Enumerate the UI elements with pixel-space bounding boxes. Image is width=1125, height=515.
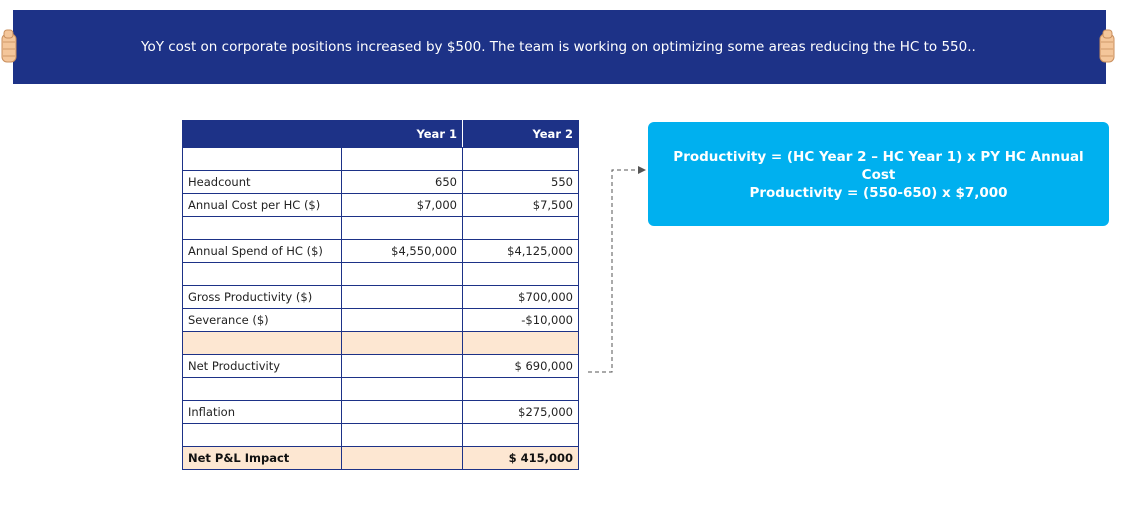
row-year2: $7,500	[463, 194, 579, 217]
header-cell-year1: Year 1	[342, 121, 463, 148]
table-row	[183, 424, 579, 447]
row-label	[183, 332, 342, 355]
row-year2: $ 690,000	[463, 355, 579, 378]
table-row	[183, 194, 579, 217]
table-row	[183, 263, 579, 286]
header-cell-label	[183, 121, 342, 148]
pnl-table	[182, 120, 579, 470]
row-year1	[342, 447, 463, 470]
right-hand-icon	[1098, 22, 1116, 72]
row-year2: $275,000	[463, 401, 579, 424]
formula-line-2: Productivity = (550-650) x $7,000	[749, 185, 1008, 201]
row-year1	[342, 309, 463, 332]
row-year2: $4,125,000	[463, 240, 579, 263]
row-label: Annual Cost per HC ($)	[183, 194, 342, 217]
row-year1: 650	[342, 171, 463, 194]
row-label: Gross Productivity ($)	[183, 286, 342, 309]
row-year1	[342, 148, 463, 171]
row-year1	[342, 286, 463, 309]
row-year2	[463, 148, 579, 171]
table-row	[183, 171, 579, 194]
formula-callout	[648, 122, 1109, 226]
table-row	[183, 309, 579, 332]
table-header-row	[183, 121, 579, 148]
row-year2: 550	[463, 171, 579, 194]
header-cell-year2: Year 2	[463, 121, 579, 148]
row-year1	[342, 378, 463, 401]
row-label	[183, 263, 342, 286]
table-row	[183, 240, 579, 263]
row-label	[183, 148, 342, 171]
row-label: Annual Spend of HC ($)	[183, 240, 342, 263]
left-hand-icon	[0, 22, 18, 72]
table-row	[183, 401, 579, 424]
row-year1	[342, 332, 463, 355]
table-row	[183, 286, 579, 309]
row-label: Net Productivity	[183, 355, 342, 378]
formula-line-1: Productivity = (HC Year 2 – HC Year 1) x PY HC Annual Cost	[673, 149, 1084, 183]
connector-arrow-icon	[580, 160, 650, 380]
row-year2	[463, 263, 579, 286]
row-year1	[342, 355, 463, 378]
table-row-total	[183, 447, 579, 470]
row-year2: $ 415,000	[463, 447, 579, 470]
table-row	[183, 378, 579, 401]
banner-text: YoY cost on corporate positions increased by $500. The team is working on optimizing some areas reducing the HC to 550..	[141, 39, 976, 55]
row-year2	[463, 332, 579, 355]
row-year2	[463, 424, 579, 447]
row-year2	[463, 378, 579, 401]
table-row	[183, 148, 579, 171]
row-label: Severance ($)	[183, 309, 342, 332]
row-year1	[342, 263, 463, 286]
row-label: Headcount	[183, 171, 342, 194]
row-year1	[342, 401, 463, 424]
row-label: Inflation	[183, 401, 342, 424]
row-year2: $700,000	[463, 286, 579, 309]
row-label	[183, 378, 342, 401]
row-year1: $7,000	[342, 194, 463, 217]
table-row	[183, 217, 579, 240]
header-banner	[13, 10, 1106, 84]
row-year1: $4,550,000	[342, 240, 463, 263]
row-year2: -$10,000	[463, 309, 579, 332]
row-label	[183, 217, 342, 240]
row-label: Net P&L Impact	[183, 447, 342, 470]
table-row	[183, 355, 579, 378]
row-label	[183, 424, 342, 447]
row-year1	[342, 424, 463, 447]
row-year2	[463, 217, 579, 240]
row-year1	[342, 217, 463, 240]
table-row	[183, 332, 579, 355]
